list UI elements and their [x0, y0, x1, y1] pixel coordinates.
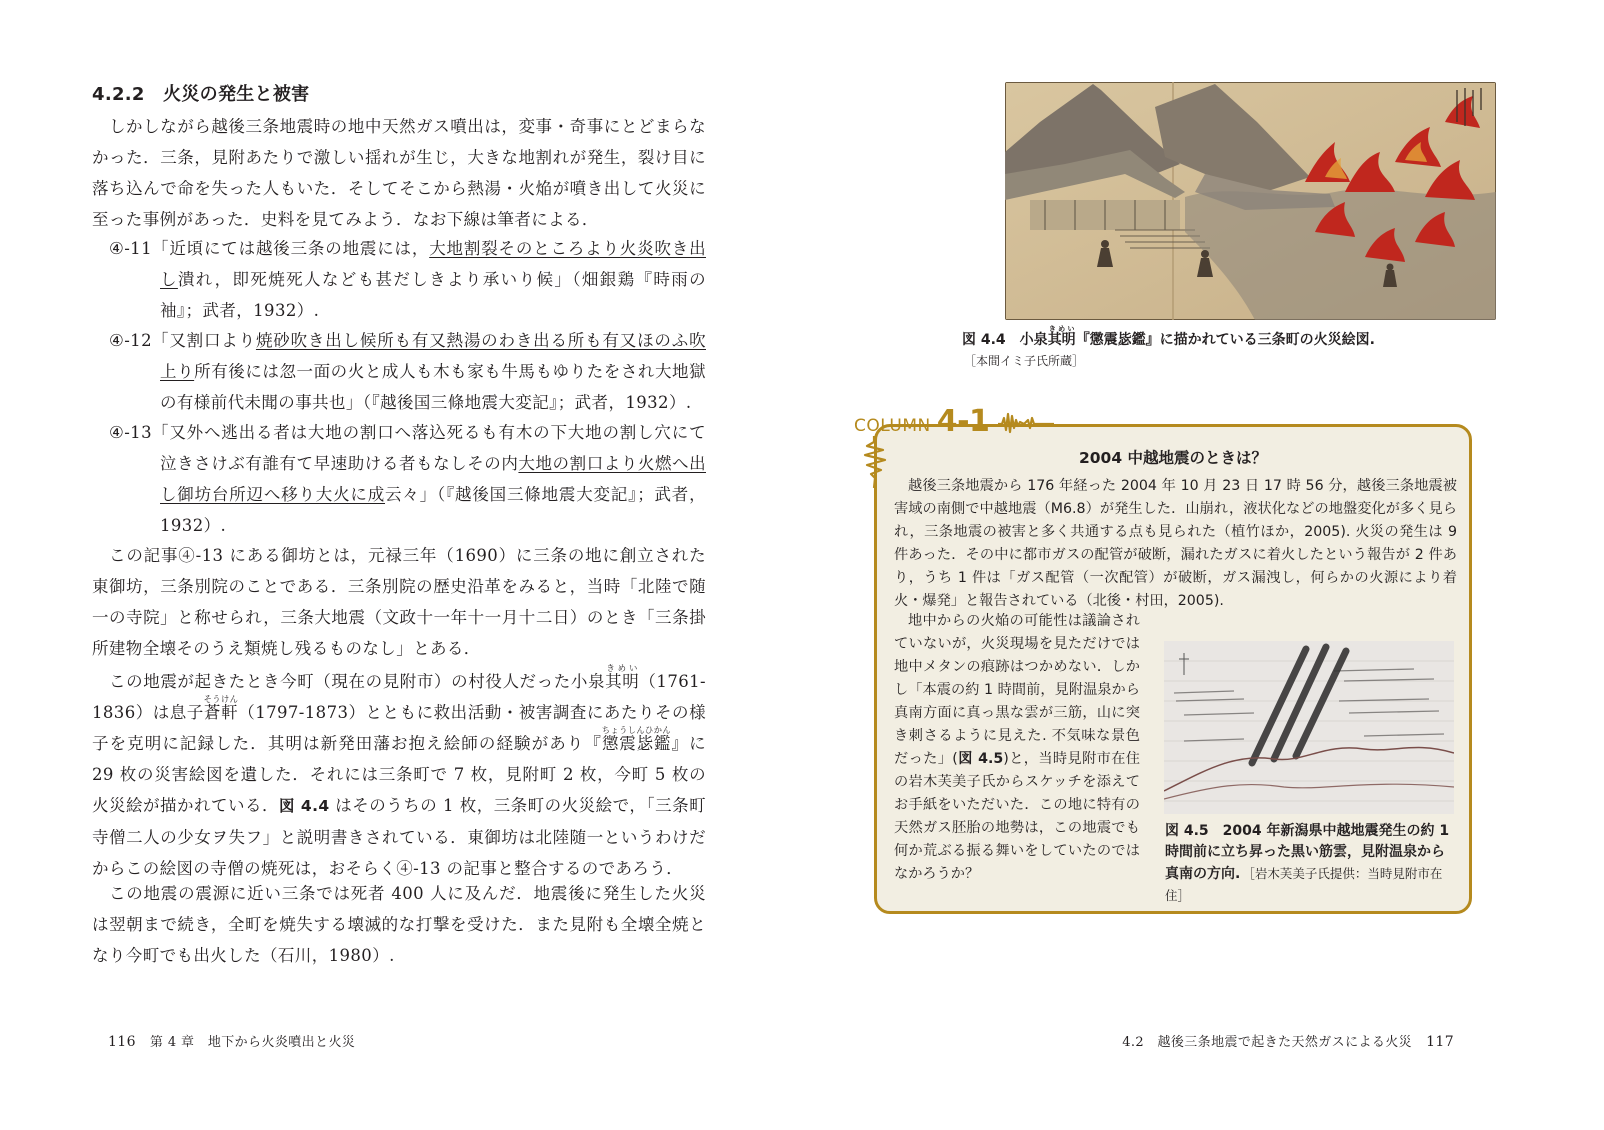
quote-4-13: [92, 417, 706, 541]
text-run: はそのうちの 1 枚，三条町の火災絵で，「三条町寺僧二人の少女ヲ失フ」と説明書きされている．東御坊は北陸随一というわけだからこの絵図の寺僧の焼死は，おそらく④-13 の記事と整合するのであろう．: [92, 796, 707, 878]
name-kimei: 其明: [605, 672, 640, 691]
quote-open: 「又割口より: [152, 331, 256, 350]
caption-text: 図 4.4 小泉: [962, 332, 1048, 348]
text-run: 地中からの火焔の可能性は議論されていないが，火災現場を見ただけでは地中メタンの痕跡はつかめない．しかし「本震の約 1 時間前，見附温泉から真南方面に真っ黒な雲が三筋，山に突き刺さるように見えた. 不気味な景色だった」(: [894, 613, 1140, 767]
ruby-kimei: [1047, 325, 1076, 348]
figure-4-5-cloud-sketch: [1164, 641, 1454, 814]
column-number: 4-1: [936, 404, 990, 439]
footer-right: [1122, 1031, 1454, 1050]
text-run: この地震が起きたとき今町（現在の見附市）の村役人だった小泉: [109, 672, 606, 691]
ruby-text: きめい: [605, 663, 640, 673]
quote-underline: 焼砂吹き出し候所も有又熱湯のわき出る所も有又ほのふ吹上り: [160, 331, 706, 381]
figure-reference: 図 4.5: [957, 751, 1004, 767]
paragraph-koizumi: [92, 663, 706, 884]
column-label: [854, 404, 989, 439]
quote-rest: 所有後には忽一面の火と成人も木も家も牛馬もゆりたをされ大地獄の有様前代未聞の事共也」（『越後国三條地震大変記』；武者，1932）.: [160, 362, 706, 412]
book-title: 懲震毖鑑: [601, 734, 671, 753]
text-run: 』に 29 枚の災害絵図を遺した．それには三条町で 7 枚，見附町 2 枚，今町 5 枚の火災絵が描かれている．: [92, 734, 706, 815]
page-number: 116: [108, 1034, 136, 1050]
text-run: （1761-1836）は息子: [92, 672, 706, 722]
caption-title: 図 4.5 2004 年新潟県中越地震発生の約 1 時間前に立ち昇った黒い筋雲，見附温泉から真南の方向.: [1165, 823, 1450, 882]
quote-4-12: [92, 325, 706, 418]
ruby-book: [601, 725, 671, 753]
figure-reference: 図 4.4: [279, 797, 330, 815]
caption-source: ［岩木芙美子氏提供：当時見附市在住］: [1165, 866, 1443, 903]
ruby-souken: [203, 694, 239, 722]
cloud-sketch-image: [1164, 641, 1454, 814]
seismic-wave-icon: [998, 410, 1054, 434]
quote-open: 「近頃にては越後三条の地震には，: [152, 239, 430, 258]
figure-4-5-caption: [1165, 821, 1457, 907]
quote-open: 「又外へ逃出る者は大地の割口へ落込死るも有木の下大地の割し穴にて泣きさけぶ有誰有て早速助ける者もなしその内: [152, 423, 706, 473]
quote-number: ④-12: [109, 331, 152, 350]
ruby-kimei: [605, 663, 640, 691]
figure-4-4-fire-painting: [1005, 82, 1496, 320]
paragraph-deaths: この地震の震源に近い三条では死者 400 人に及んだ．地震後に発生した火災は翌朝まで続き，全町を焼失する壊滅的な打撃を受けた．また見附も全壊全焼となり今町でも出火した（石川，1980）.: [92, 884, 706, 965]
ruby-text: ちょうしんひかん: [601, 725, 671, 735]
footer-left: [108, 1031, 355, 1050]
caption-title: [962, 325, 1376, 348]
name-souken: 蒼軒: [203, 703, 239, 722]
caption-text: 『懲震毖鑑』に描かれている三条町の火災絵図.: [1075, 332, 1376, 348]
column-title: 2004 中越地震のときは？: [1078, 449, 1268, 467]
quote-4-11: [92, 233, 706, 326]
text-run: （1797-1873）とともに救出活動・被害調査にあたりその様子を克明に記録した．其明は新発田藩お抱え絵師の経験があり『: [92, 703, 706, 753]
quote-rest: 云々」（『越後国三條地震大変記』；武者，1932）.: [160, 485, 707, 535]
page-number: 117: [1426, 1034, 1454, 1050]
column-paragraph-2: [894, 610, 1140, 886]
quote-underline: 大地割裂そのところより火炎吹き出し: [160, 239, 706, 289]
text-run: )と，当時見附市在住の岩木芙美子氏からスケッチを添えてお手紙をいただいた．この地に特有の天然ガス胚胎の地勢は，この地震でも何か荒ぶる振る舞いをしていたのではなかろうか？: [894, 751, 1140, 882]
quote-number: ④-11: [109, 239, 152, 258]
fire-painting-image: [1005, 82, 1496, 320]
running-head: 4.2 越後三条地震で起きた天然ガスによる火災: [1122, 1035, 1413, 1050]
ruby-text: きめい: [1047, 325, 1076, 333]
paragraph-intro: しかしながら越後三条地震時の地中天然ガス噴出は，変事・奇事にとどまらなかった．三条，見附あたりで激しい揺れが生じ，大きな地割れが発生，裂け目に落ち込んで命を失った人もいた．そしてそこから熱湯・火焔が噴き出して火災に至った事例があった．史料を見てみよう．なお下線は筆者による．: [92, 117, 706, 229]
column-paragraph-1: 越後三条地震から 176 年経った 2004 年 10 月 23 日 17 時 56 分，越後三条地震被害域の南側で中越地震（M6.8）が発生した．山崩れ，液状化などの地盤変化が多く見られ，三条地震の被害と多く共通する点も見られた（植竹ほか，2005). 火災の発生は 9 件あった．その中に都市ガスの配管が破断，漏れたガスに着火したという報告が 2 件あり，うち 1 件は「ガス配管（一次配管）が破断，ガス漏洩し，何らかの火源により着火・爆発」と報告されている（北後・村田，2005).: [894, 478, 1457, 609]
caption-source: ［本間イミ子氏所蔵］: [964, 354, 1085, 368]
caption-name: 其明: [1047, 332, 1076, 348]
quote-rest: 潰れ，即死焼死人なども甚だしきより承いり候」（畑銀鶏『時雨の袖』；武者，1932）.: [160, 270, 706, 320]
right-page: [802, 0, 1604, 1130]
paragraph-gobo: この記事④-13 にある御坊とは，元禄三年（1690）に三条の地に創立された東御坊，三条別院のことである．三条別院の歴史沿革をみると，当時「北陸で随一の寺院」と称せられ，三条大地震（文政十一年十一月十二日）のとき「三条掛所建物全壊そのうえ類焼し残るものなし」とある．: [92, 546, 706, 658]
section-heading: 4.2.2 火災の発生と被害: [92, 84, 310, 105]
column-word: COLUMN: [854, 416, 931, 436]
quote-number: ④-13: [109, 423, 152, 442]
quote-underline: 大地の割口より火燃へ出し御坊台所辺へ移り大火に成: [160, 454, 706, 504]
figure-4-4-caption: [962, 325, 1522, 372]
running-head: 第 4 章 地下から火炎噴出と火災: [149, 1035, 356, 1050]
ruby-text: そうけん: [203, 694, 239, 704]
